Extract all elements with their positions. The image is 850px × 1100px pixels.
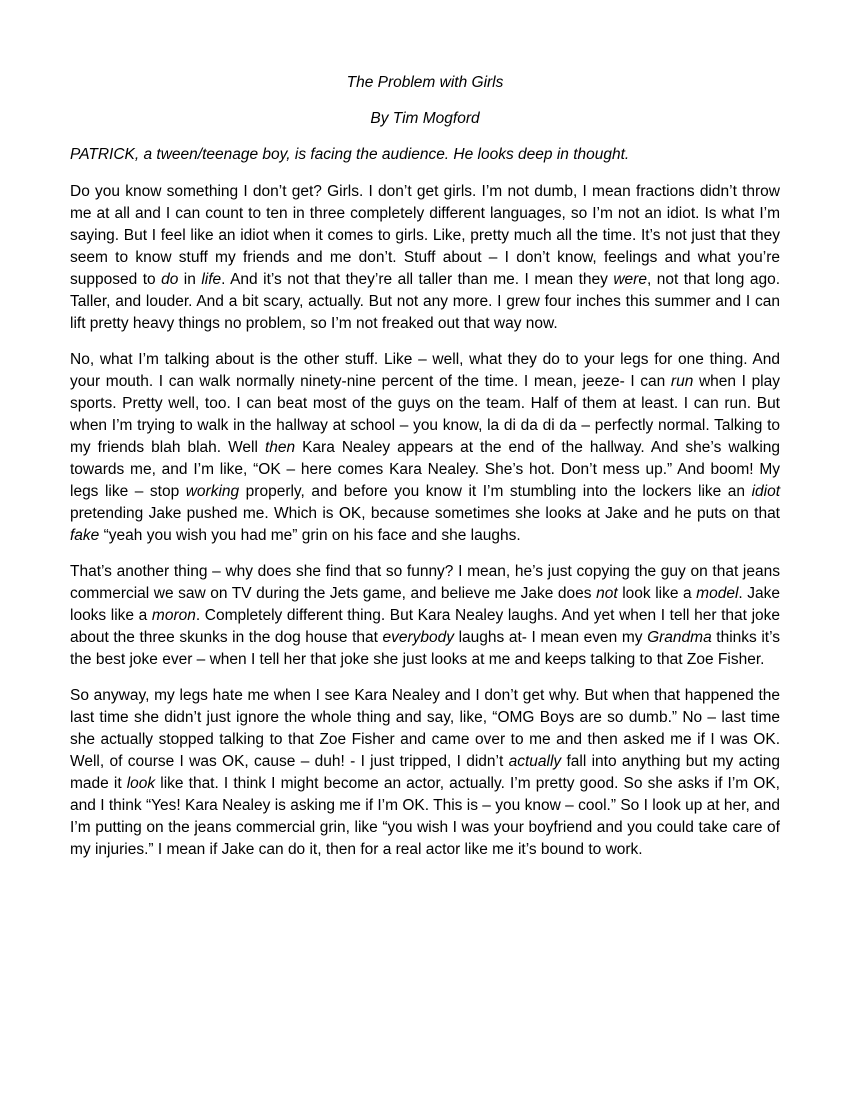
page-title: The Problem with Girls	[346, 74, 504, 91]
monologue-paragraph-2: No, what I’m talking about is the other stuff. Like – well, what they do to your legs for one thing. And your mouth. I can walk normally ninety-nine percent of the time. I mean, jeeze- I can run when I play sports. Pretty well, too. I can beat most of the guys on the team. Half of them at least. I can run. But when I’m trying to walk in the hallway at school – you know, la di da di da – perfectly normal. Talking to my friends blah blah. Well then Kara Nealey appears at the end of the hallway. And she’s walking towards me, and I’m like, “OK – here comes Kara Nealey. She’s hot. Don’t mess up.” And boom! My legs like – stop working properly, and before you know it I’m stumbling into the lockers like an idiot pretending Jake pushed me. Which is OK, because sometimes she looks at Jake and he puts on that fake “yeah you wish you had me” grin on his face and she laughs.	[70, 351, 781, 544]
monologue-paragraph-1: Do you know something I don’t get? Girls. I don’t get girls. I’m not dumb, I mean fractions didn’t throw me at all and I can count to ten in three completely different languages, so I’m not an idiot. Is what I’m saying. But I feel like an idiot when it comes to girls. Like, pretty much all the time. It’s not just that they seem to know stuff my friends and me don’t. Stuff about – I don’t know, feelings and what you’re supposed to do in life. And it’s not that they’re all taller than me. I mean they were, not that long ago. Taller, and louder. And a bit scary, actually. But not any more. I grew four inches this summer and I can lift pretty heavy things no problem, so I’m not freaked out that way now.	[70, 183, 780, 332]
monologue-paragraph-3: That’s another thing – why does she find that so funny? I mean, he’s just copying the guy on that jeans commercial we saw on TV during the Jets game, and believe me Jake does not look like a model. Jake looks like a moron. Completely different thing. But Kara Nealey laughs. And yet when I tell her that joke about the three skunks in the dog house that everybody laughs at- I mean even my Grandma thinks it’s the best joke ever – when I tell her that joke she just looks at me and keeps talking to that Zoe Fisher.	[70, 563, 781, 668]
stage-direction: PATRICK, a tween/teenage boy, is facing the audience. He looks deep in thought.	[70, 146, 630, 163]
monologue-paragraph-4: So anyway, my legs hate me when I see Kara Nealey and I don’t get why. But when that happened the last time she didn’t just ignore the whole thing and say, like, “OMG Boys are so dumb.” No – last time she actually stopped talking to that Zoe Fisher and came over to me and then asked me if I was OK. Well, of course I was OK, cause – duh! - I just tripped, I didn’t actually fall into anything but my acting made it look like that. I think I might become an actor, actually. I’m pretty good. So she asks if I’m OK, and I think “Yes! Kara Nealey is asking me if I’m OK. This is – you know – cool.” So I look up at her, and I’m putting on the jeans commercial grin, like “you wish I was your boyfriend and you could take care of my injuries.” I mean if Jake can do it, then for a real actor like me it’s bound to work.	[70, 687, 780, 858]
byline: By Tim Mogford	[370, 110, 480, 127]
